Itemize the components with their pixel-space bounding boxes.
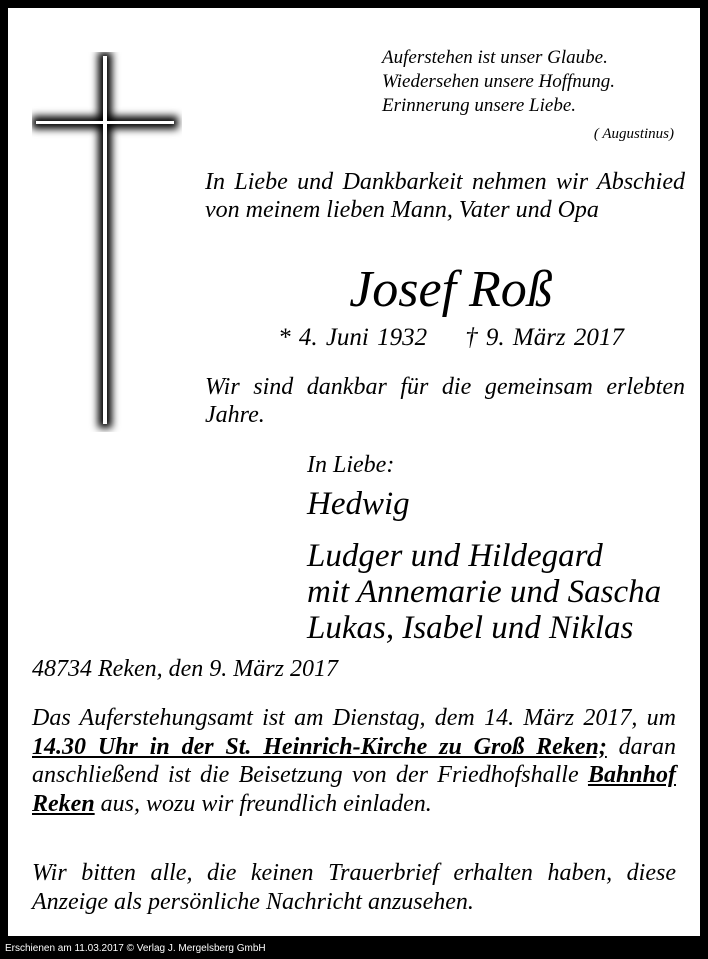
quote-line: Auferstehen ist unser Glaube. — [382, 47, 608, 68]
service-part: daran anschließend ist die Beisetzung von der Friedhofshalle — [32, 733, 676, 788]
publication-footer: Erschienen am 11.03.2017 © Verlag J. Mergelsberg GmbH — [5, 943, 266, 954]
cross-icon — [32, 52, 182, 432]
mourner-first: Hedwig — [307, 486, 410, 522]
service-time-location: 14.30 Uhr in der St. Heinrich-Kirche zu Groß Reken; — [32, 733, 607, 760]
service-part: aus, wozu wir freundlich einladen. — [94, 790, 432, 817]
mourners-list — [307, 538, 661, 646]
birth-date: * 4. Juni 1932 — [278, 324, 428, 351]
death-date: † 9. März 2017 — [465, 324, 624, 351]
life-dates — [8, 322, 700, 354]
service-part: Das Auferstehungsamt ist am Dienstag, dem 14. März 2017, um — [32, 705, 676, 731]
burial-location: Bahnhof Reken — [32, 762, 676, 817]
mourner-line: Lukas, Isabel und Niklas — [307, 610, 634, 646]
quote-block — [382, 46, 682, 118]
quote-source: ( Augustinus) — [593, 126, 674, 142]
mourner-line: mit Annemarie und Sascha — [307, 574, 662, 610]
mourners-label: In Liebe: — [307, 452, 395, 478]
place-date: 48734 Reken, den 9. März 2017 — [32, 656, 338, 682]
request-text: Wir bitten alle, die keinen Trauerbrief erhalten haben, diese Anzeige als persönliche Nachricht anzusehen. — [32, 860, 676, 915]
deceased-name: Josef Roß — [349, 261, 553, 318]
quote-line: Wiedersehen unsere Hoffnung. — [382, 71, 616, 92]
mourner-line: Ludger und Hildegard — [307, 538, 603, 574]
thanks-text: Wir sind dankbar für die gemeinsam erlebten Jahre. — [205, 374, 685, 428]
service-text — [32, 704, 676, 818]
intro-text: In Liebe und Dankbarkeit nehmen wir Abschied von meinem lieben Mann, Vater und Opa — [205, 169, 685, 223]
obituary-card — [8, 8, 700, 936]
quote-line: Erinnerung unsere Liebe. — [382, 95, 577, 116]
